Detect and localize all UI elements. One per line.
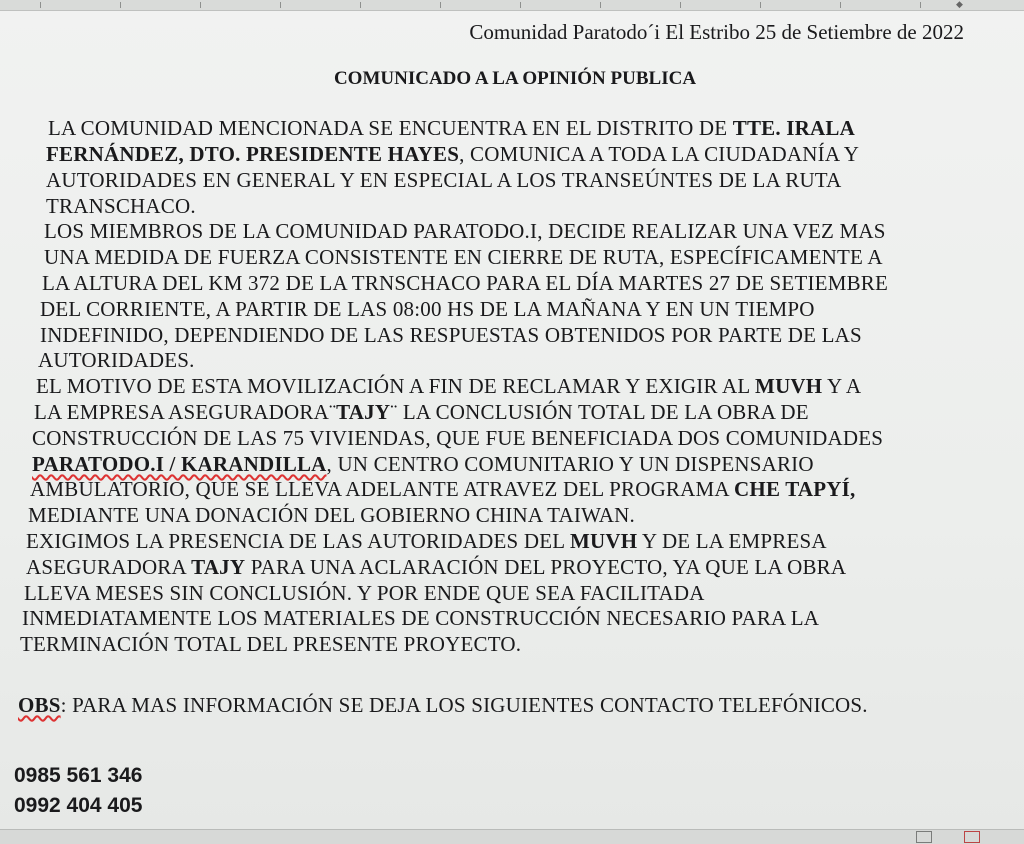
ruler-tick xyxy=(40,2,41,8)
body-line: LOS MIEMBROS DE LA COMUNIDAD PARATODO.I, DECIDE REALIZAR UNA VEZ MAS xyxy=(44,219,886,243)
ruler-tick xyxy=(520,2,521,8)
ruler-tick xyxy=(280,2,281,8)
ruler-tick xyxy=(840,2,841,8)
ruler-tick xyxy=(760,2,761,8)
ruler-tick xyxy=(680,2,681,8)
body-line: LA ALTURA DEL KM 372 DE LA TRNSCHACO PARA EL DÍA MARTES 27 DE SETIEMBRE xyxy=(42,271,889,295)
body-line: AUTORIDADES. xyxy=(38,348,195,372)
body-line: MEDIANTE UNA DONACIÓN DEL GOBIERNO CHINA TAIWAN. xyxy=(28,503,635,527)
body-line: EXIGIMOS LA PRESENCIA DE LAS AUTORIDADES DEL MUVH Y DE LA EMPRESA xyxy=(26,529,827,553)
ruler-tick xyxy=(120,2,121,8)
date-location-line: Comunidad Paratodo´i El Estribo 25 de Setiembre de 2022 xyxy=(469,20,964,44)
body-line: INMEDIATAMENTE LOS MATERIALES DE CONSTRUCCIÓN NECESARIO PARA LA xyxy=(22,606,820,630)
ruler-tick xyxy=(440,2,441,8)
body-line: UNA MEDIDA DE FUERZA CONSISTENTE EN CIERRE DE RUTA, ESPECÍFICAMENTE A xyxy=(44,245,883,269)
body-line: TRANSCHACO. xyxy=(46,194,196,218)
body-line: AUTORIDADES EN GENERAL Y EN ESPECIAL A LOS TRANSEÚNTES DE LA RUTA xyxy=(46,168,842,192)
body-line: EL MOTIVO DE ESTA MOVILIZACIÓN A FIN DE RECLAMAR Y EXIGIR AL MUVH Y A xyxy=(36,374,862,398)
ruler-tick xyxy=(360,2,361,8)
body-line: INDEFINIDO, DEPENDIENDO DE LAS RESPUESTAS OBTENIDOS POR PARTE DE LAS xyxy=(40,323,862,347)
phone-number: 0985 561 346 xyxy=(14,764,143,787)
body-line: CONSTRUCCIÓN DE LAS 75 VIVIENDAS, QUE FUE BENEFICIADA DOS COMUNIDADES xyxy=(32,426,884,450)
obs-label: OBS xyxy=(18,693,61,717)
body-line: LA COMUNIDAD MENCIONADA SE ENCUENTRA EN EL DISTRITO DE TTE. IRALA xyxy=(48,116,855,140)
ruler-tick xyxy=(600,2,601,8)
status-bar xyxy=(0,829,1024,844)
body-line: AMBULATORIO, QUE SE LLEVA ADELANTE ATRAVEZ DEL PROGRAMA CHE TAPYÍ, xyxy=(30,477,856,501)
ruler-tick xyxy=(920,2,921,8)
ruler-tick xyxy=(200,2,201,8)
document-title: COMUNICADO A LA OPINIÓN PUBLICA xyxy=(333,68,697,89)
layout-view-icon[interactable] xyxy=(916,831,932,843)
body-line: PARATODO.I / KARANDILLA, UN CENTRO COMUNITARIO Y UN DISPENSARIO xyxy=(32,452,814,476)
body-line: LA EMPRESA ASEGURADORA¨TAJY¨ LA CONCLUSIÓN TOTAL DE LA OBRA DE xyxy=(34,400,809,424)
print-layout-icon[interactable] xyxy=(964,831,980,843)
obs-line: OBS: PARA MAS INFORMACIÓN SE DEJA LOS SIGUIENTES CONTACTO TELEFÓNICOS. xyxy=(18,693,868,717)
body-line: ASEGURADORA TAJY PARA UNA ACLARACIÓN DEL PROYECTO, YA QUE LA OBRA xyxy=(26,555,847,579)
body-line: DEL CORRIENTE, A PARTIR DE LAS 08:00 HS DE LA MAÑANA Y EN UN TIEMPO xyxy=(40,297,815,321)
phone-number: 0992 404 405 xyxy=(14,794,143,817)
body-line: FERNÁNDEZ, DTO. PRESIDENTE HAYES, COMUNICA A TODA LA CIUDADANÍA Y xyxy=(46,142,860,166)
body-line: LLEVA MESES SIN CONCLUSIÓN. Y POR ENDE QUE SEA FACILITADA xyxy=(24,581,705,605)
body-line: TERMINACIÓN TOTAL DEL PRESENTE PROYECTO. xyxy=(20,632,522,656)
document-page[interactable] xyxy=(0,10,1024,830)
indent-marker-icon[interactable]: ◆ xyxy=(956,0,963,10)
